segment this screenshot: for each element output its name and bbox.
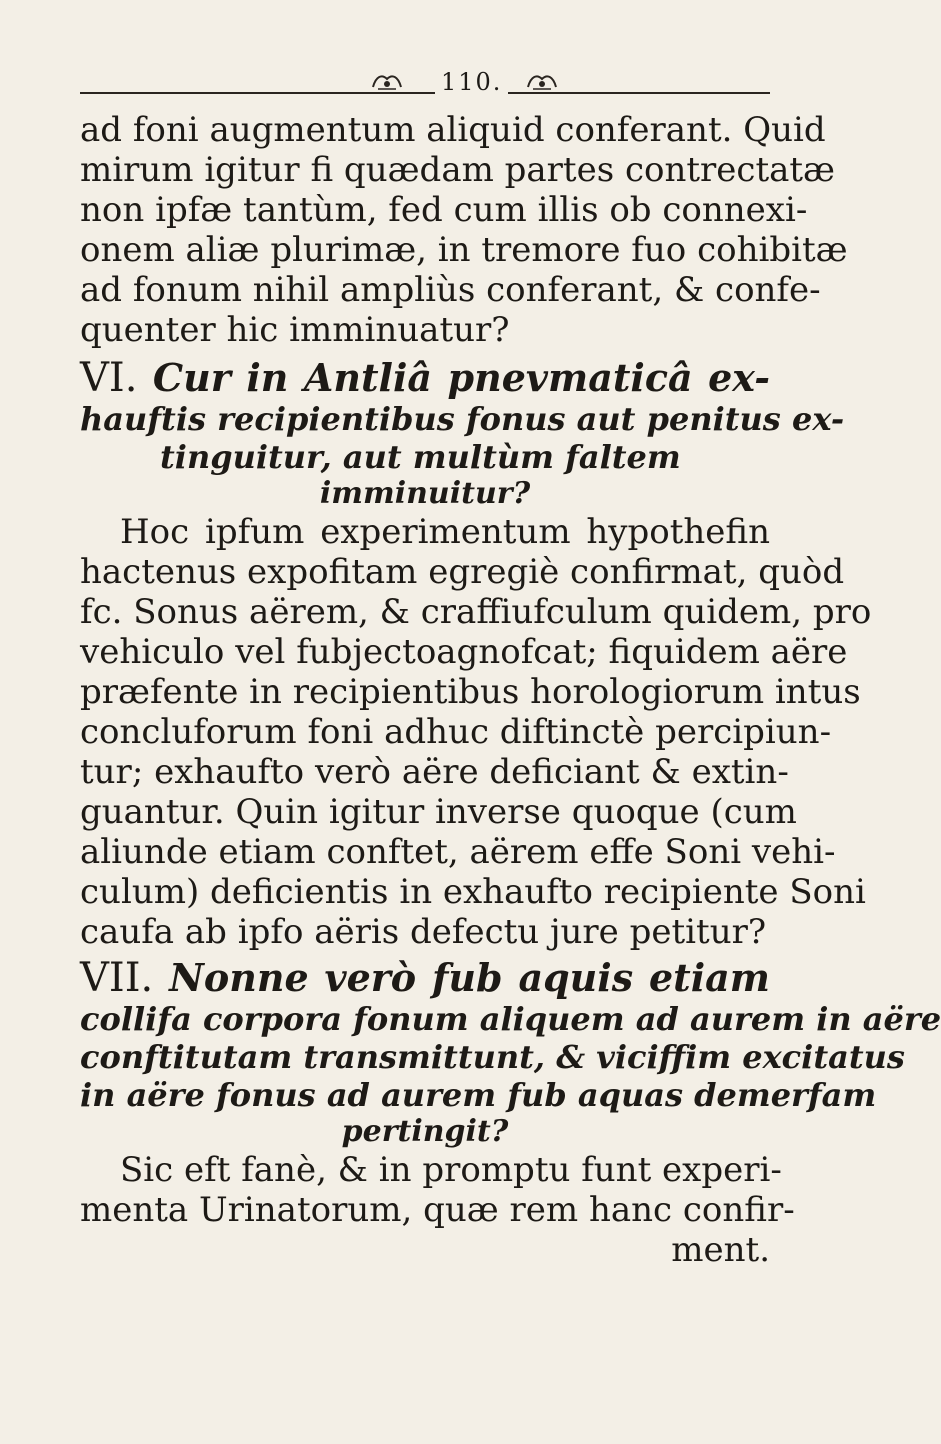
paragraph-3 xyxy=(80,1150,795,1270)
text-line: præfente in recipientibus horologiorum intus xyxy=(80,672,861,712)
ornament-right-icon xyxy=(525,70,559,92)
heading-line: hauftis recipientibus fonus aut penitus ex- xyxy=(80,400,845,438)
heading-line: in aëre fonus ad aurem fub aquas demerfam xyxy=(80,1076,877,1114)
text-line: onem aliæ plurimæ, in tremore fuo cohibitæ xyxy=(80,230,848,270)
heading-line: conftitutam transmittunt, & viciffim excitatus xyxy=(80,1038,905,1076)
page-body xyxy=(80,110,941,1270)
text-line: quenter hic imminuatur? xyxy=(80,310,510,350)
text-line: caufa ab ipfo aëris defectu jure petitur? xyxy=(80,912,767,952)
text-line: ad fonum nihil ampliùs conferant, & confe- xyxy=(80,270,821,310)
text-line: fc. Sonus aërem, & craffiufculum quidem, pro xyxy=(80,592,872,632)
heading-line xyxy=(80,956,770,1000)
text-line: vehiculo vel fubjectoagnofcat; fiquidem aëre xyxy=(80,632,848,672)
paragraph-1 xyxy=(80,110,848,350)
text-line: aliunde etiam conftet, aërem effe Soni vehi- xyxy=(80,832,836,872)
heading-line xyxy=(80,356,770,400)
text-line: Sic eft fanè, & in promptu funt experi- xyxy=(120,1150,782,1190)
paragraph-2 xyxy=(80,512,872,952)
text-line: hactenus expofitam egregiè confirmat, quòd xyxy=(80,552,845,592)
text-line: guantur. Quin igitur inverse quoque (cum xyxy=(80,792,797,832)
text-line: tur; exhaufto verò aëre deficiant & extin- xyxy=(80,752,789,792)
heading-text: Nonne verò fub aquis etiam xyxy=(169,955,771,1000)
text-line: ad foni augmentum aliquid conferant. Quid xyxy=(80,110,826,150)
text-line: non ipfæ tantùm, fed cum illis ob connexi- xyxy=(80,190,808,230)
text-line: Hoc ipfum experimentum hypothefin xyxy=(120,512,770,552)
heading-line: collifa corpora fonum aliquem ad aurem in aëre xyxy=(80,1000,941,1038)
heading-text: Cur in Antliâ pnevmaticâ ex- xyxy=(152,355,771,400)
heading-line: imminuitur? xyxy=(319,476,531,511)
section-heading-7 xyxy=(80,955,941,1150)
heading-line: tinguitur, aut multùm faltem xyxy=(160,438,681,476)
text-line: culum) deficientis in exhaufto recipiente Soni xyxy=(80,872,866,912)
section-numeral: VI. xyxy=(80,355,138,401)
page-number: 110. xyxy=(435,68,508,96)
text-line: mirum igitur fi quædam partes contrectatæ xyxy=(80,150,836,190)
heading-line: pertingit? xyxy=(341,1114,509,1149)
section-heading-6 xyxy=(80,355,845,512)
ornament-left-icon xyxy=(370,70,404,92)
catchword-line: ment. xyxy=(671,1230,770,1270)
text-line: menta Urinatorum, quæ rem hanc confir- xyxy=(80,1190,795,1230)
running-header xyxy=(80,68,770,108)
text-line: concluforum foni adhuc diftinctè percipiun- xyxy=(80,712,832,752)
header-rule xyxy=(80,92,770,94)
section-numeral: VII. xyxy=(80,955,154,1001)
